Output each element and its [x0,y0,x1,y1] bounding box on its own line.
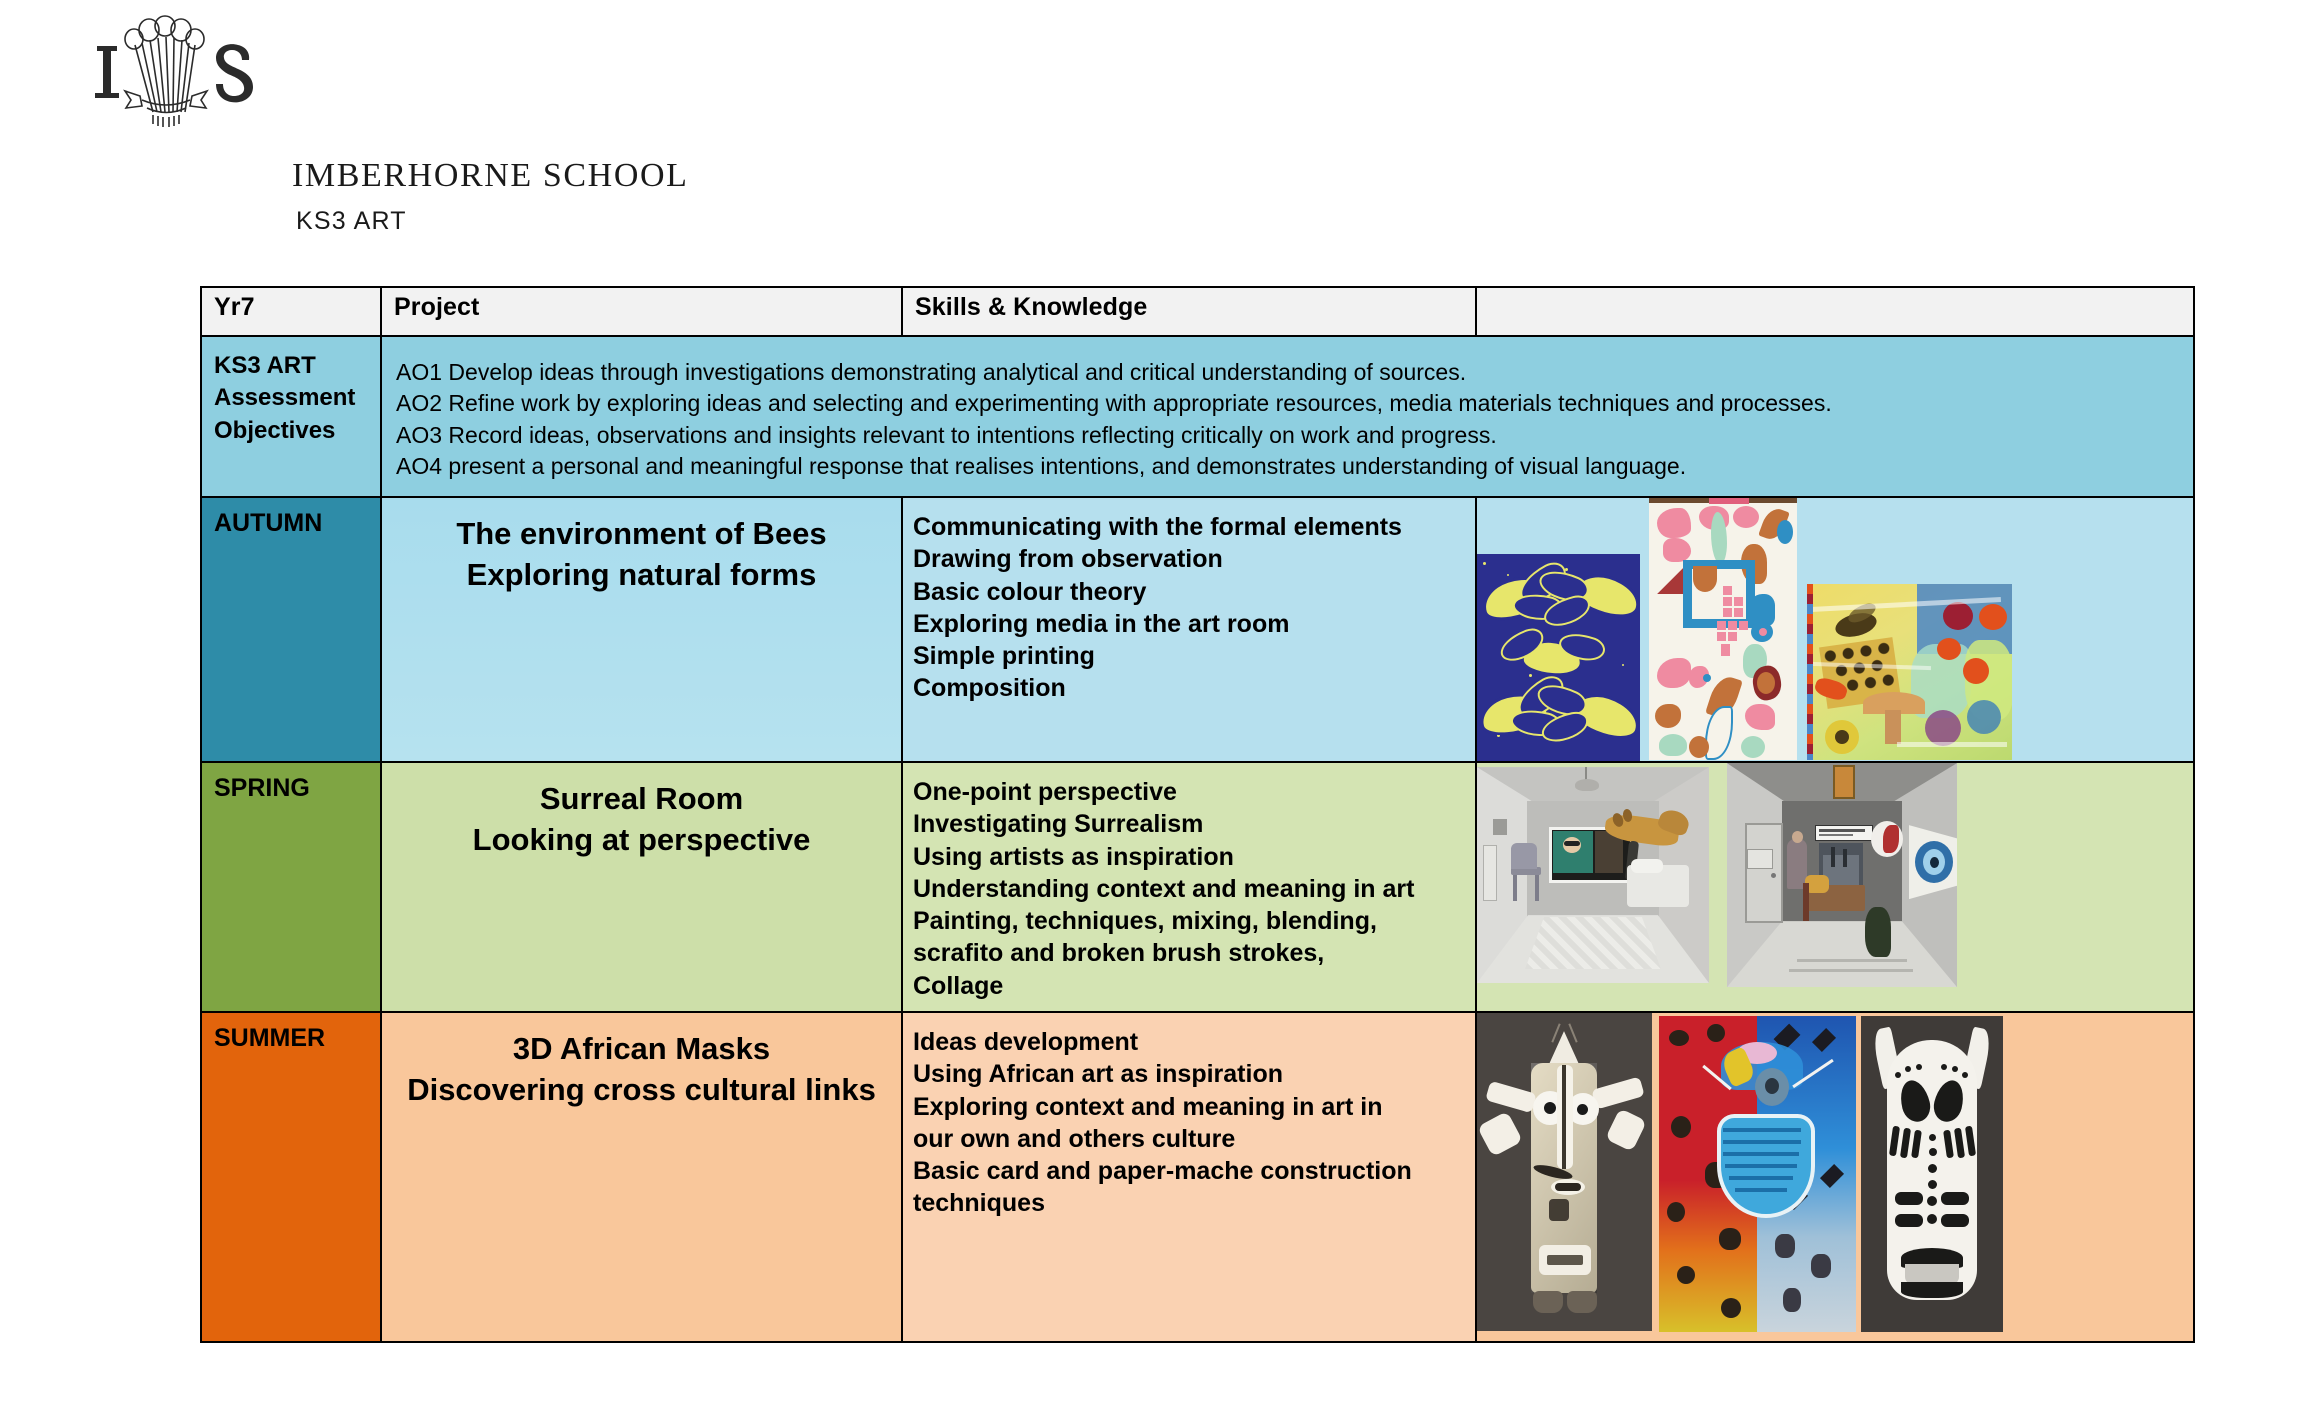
column-header-year: Yr7 [201,287,381,336]
project-summer-line-2: Discovering cross cultural links [407,1071,876,1107]
ks3-art-curriculum-table [200,286,2195,1343]
assessment-objective-ao4: AO4 present a personal and meaningful response that realises intentions, and demonstrates understanding of visual language. [396,452,1687,479]
column-header-skills: Skills & Knowledge [902,287,1476,336]
table-row-spring [201,762,2194,1012]
images-spring [1476,762,2194,1012]
skill-item: Communicating with the formal elements [913,513,1402,542]
ao-label-line-3: Objectives [214,416,336,444]
skill-item: Collage [913,971,1004,1000]
matisse-cutout-pattern-artwork [1649,498,1797,760]
skill-item: Exploring context and meaning in art in [913,1092,1383,1121]
assessment-objective-ao2: AO2 Refine work by exploring ideas and selecting and experimenting with appropriate resources, media materials techniques and processes. [396,390,1832,417]
ao-label-line-2: Assessment [214,384,356,412]
project-autumn-line-2: Exploring natural forms [466,556,817,592]
project-spring [381,762,902,1012]
project-autumn-line-1: The environment of Bees [456,516,827,552]
skill-item: Painting, techniques, mixing, blending, [913,907,1377,936]
surreal-room-giraffe-artwork [1477,767,1709,983]
assessment-objective-ao1: AO1 Develop ideas through investigations demonstrating analytical and critical understanding of sources. [396,359,1467,385]
assessment-objectives-label [201,336,381,497]
table-row-autumn [201,497,2194,762]
skill-item: One-point perspective [913,778,1177,807]
table-row-summer [201,1012,2194,1342]
assessment-objective-ao3: AO3 Record ideas, observations and insights relevant to intentions reflecting critically on work and progress. [396,421,1497,448]
skill-item: Simple printing [913,642,1095,671]
bee-lino-print-artwork [1477,554,1640,761]
skill-item: Investigating Surrealism [913,810,1204,839]
skill-item: Using African art as inspiration [913,1060,1283,1089]
skill-item: Using artists as inspiration [913,842,1234,871]
skills-spring [902,762,1476,1012]
skill-item: our own and others culture [913,1124,1236,1153]
surreal-room-eye-artwork [1727,763,1957,987]
mixed-media-nature-collage-artwork [1807,584,2012,760]
skill-item: Basic colour theory [913,577,1147,606]
column-header-images [1476,287,2194,336]
term-label-spring: SPRING [201,762,381,1012]
project-spring-line-2: Looking at perspective [472,821,811,857]
skill-item: Understanding context and meaning in art [913,874,1415,903]
skill-item: scrafito and broken brush strokes, [913,939,1325,968]
images-autumn [1476,497,2194,762]
skill-item: Composition [913,674,1066,703]
table-header-row [201,287,2194,336]
subject-name: KS3 ART [296,207,407,235]
term-label-autumn: AUTUMN [201,497,381,762]
skill-item: Exploring media in the art room [913,609,1290,638]
imberhorne-school-crest-logo [95,14,255,144]
skill-item: techniques [913,1189,1045,1218]
term-label-summer: SUMMER [201,1012,381,1342]
project-summer-line-1: 3D African Masks [512,1031,771,1067]
assessment-objectives-row [201,336,2194,497]
skill-item: Ideas development [913,1028,1139,1057]
pastel-mask-painting-artwork [1659,1016,1856,1332]
project-spring-line-1: Surreal Room [539,781,744,817]
page-header [0,0,2311,265]
white-black-zebra-mask-artwork [1861,1016,2003,1332]
skill-item: Basic card and paper-mache construction [913,1157,1412,1186]
project-summer [381,1012,902,1342]
ao-label-line-1: KS3 ART [214,352,316,379]
school-name: IMBERHORNE SCHOOL [292,157,689,194]
assessment-objectives-text [381,336,2194,497]
card-construction-mask-artwork [1477,1013,1652,1331]
column-header-project: Project [381,287,902,336]
images-summer [1476,1012,2194,1342]
skill-item: Drawing from observation [913,545,1223,574]
skills-autumn [902,497,1476,762]
skills-summer [902,1012,1476,1342]
project-autumn [381,497,902,762]
